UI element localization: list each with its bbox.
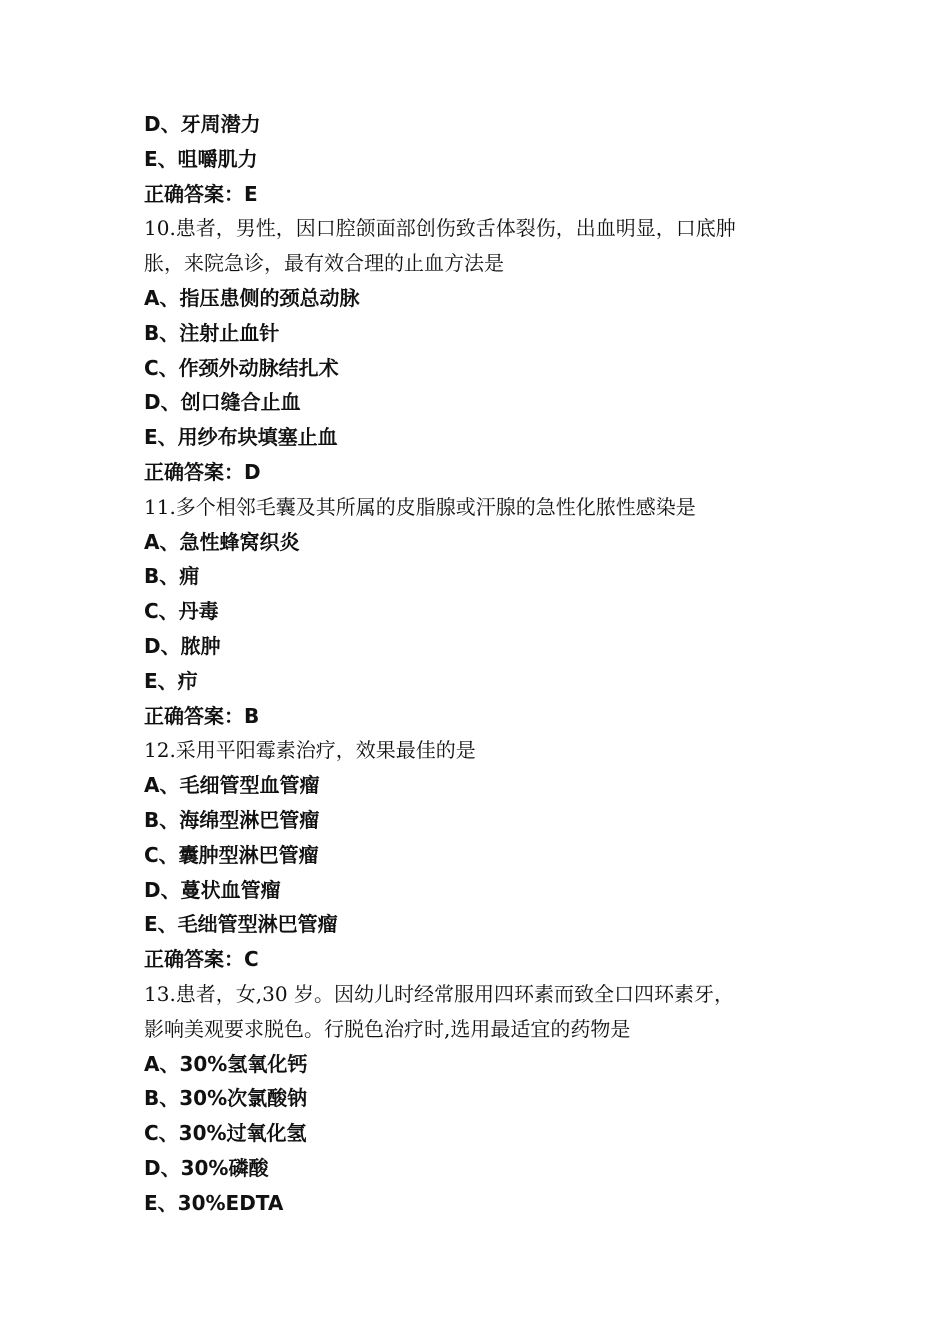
- option-11-d: D、脓肿: [144, 633, 221, 658]
- question-11: 11.多个相邻毛囊及其所属的皮脂腺或汗腺的急性化脓性感染是: [144, 494, 696, 519]
- answer-10: 正确答案：D: [144, 459, 261, 484]
- question-13-line-2: 影响美观要求脱色。行脱色治疗时,选用最适宜的药物是: [144, 1016, 631, 1041]
- option-12-b: B、海绵型淋巴管瘤: [144, 807, 320, 832]
- option-12-a: A、毛细管型血管瘤: [144, 773, 320, 798]
- question-10-line-2: 胀，来院急诊，最有效合理的止血方法是: [144, 251, 504, 276]
- option-11-e: E、疖: [144, 668, 198, 693]
- option-13-b: B、30%次氯酸钠: [144, 1086, 308, 1111]
- option-10-e: E、用纱布块填塞止血: [144, 425, 338, 450]
- option-13-e: E、30%EDTA: [144, 1190, 284, 1215]
- option-11-c: C、丹毒: [144, 599, 219, 624]
- option-12-d: D、蔓状血管瘤: [144, 877, 281, 902]
- option-10-a: A、指压患侧的颈总动脉: [144, 285, 360, 310]
- option-13-c: C、30%过氧化氢: [144, 1121, 307, 1146]
- option-12-e: E、毛绌管型淋巴管瘤: [144, 912, 338, 937]
- answer-12: 正确答案：C: [144, 947, 259, 972]
- option-13-a: A、30%氢氧化钙: [144, 1051, 308, 1076]
- option-9-e: E、咀嚼肌力: [144, 146, 258, 171]
- option-10-c: C、作颈外动脉结扎术: [144, 355, 339, 380]
- option-12-c: C、囊肿型淋巴管瘤: [144, 842, 319, 867]
- document-page: [144, 107, 824, 1221]
- option-10-d: D、创口缝合止血: [144, 390, 301, 415]
- question-13-line-1: 13.患者，女,30 岁。因幼儿时经常服用四环素而致全口四环素牙，: [144, 981, 734, 1006]
- option-13-d: D、30%磷酸: [144, 1155, 269, 1180]
- question-10-line-1: 10.患者，男性，因口腔颌面部创伤致舌体裂伤，出血明显，口底肿: [144, 216, 736, 241]
- option-9-d: D、牙周潜力: [144, 112, 261, 136]
- option-11-b: B、痈: [144, 564, 200, 589]
- answer-9: 正确答案：E: [144, 181, 258, 206]
- option-10-b: B、注射止血针: [144, 320, 280, 345]
- answer-11: 正确答案：B: [144, 703, 260, 728]
- question-12: 12.采用平阳霉素治疗，效果最佳的是: [144, 738, 476, 763]
- option-11-a: A、急性蜂窝织炎: [144, 529, 300, 554]
